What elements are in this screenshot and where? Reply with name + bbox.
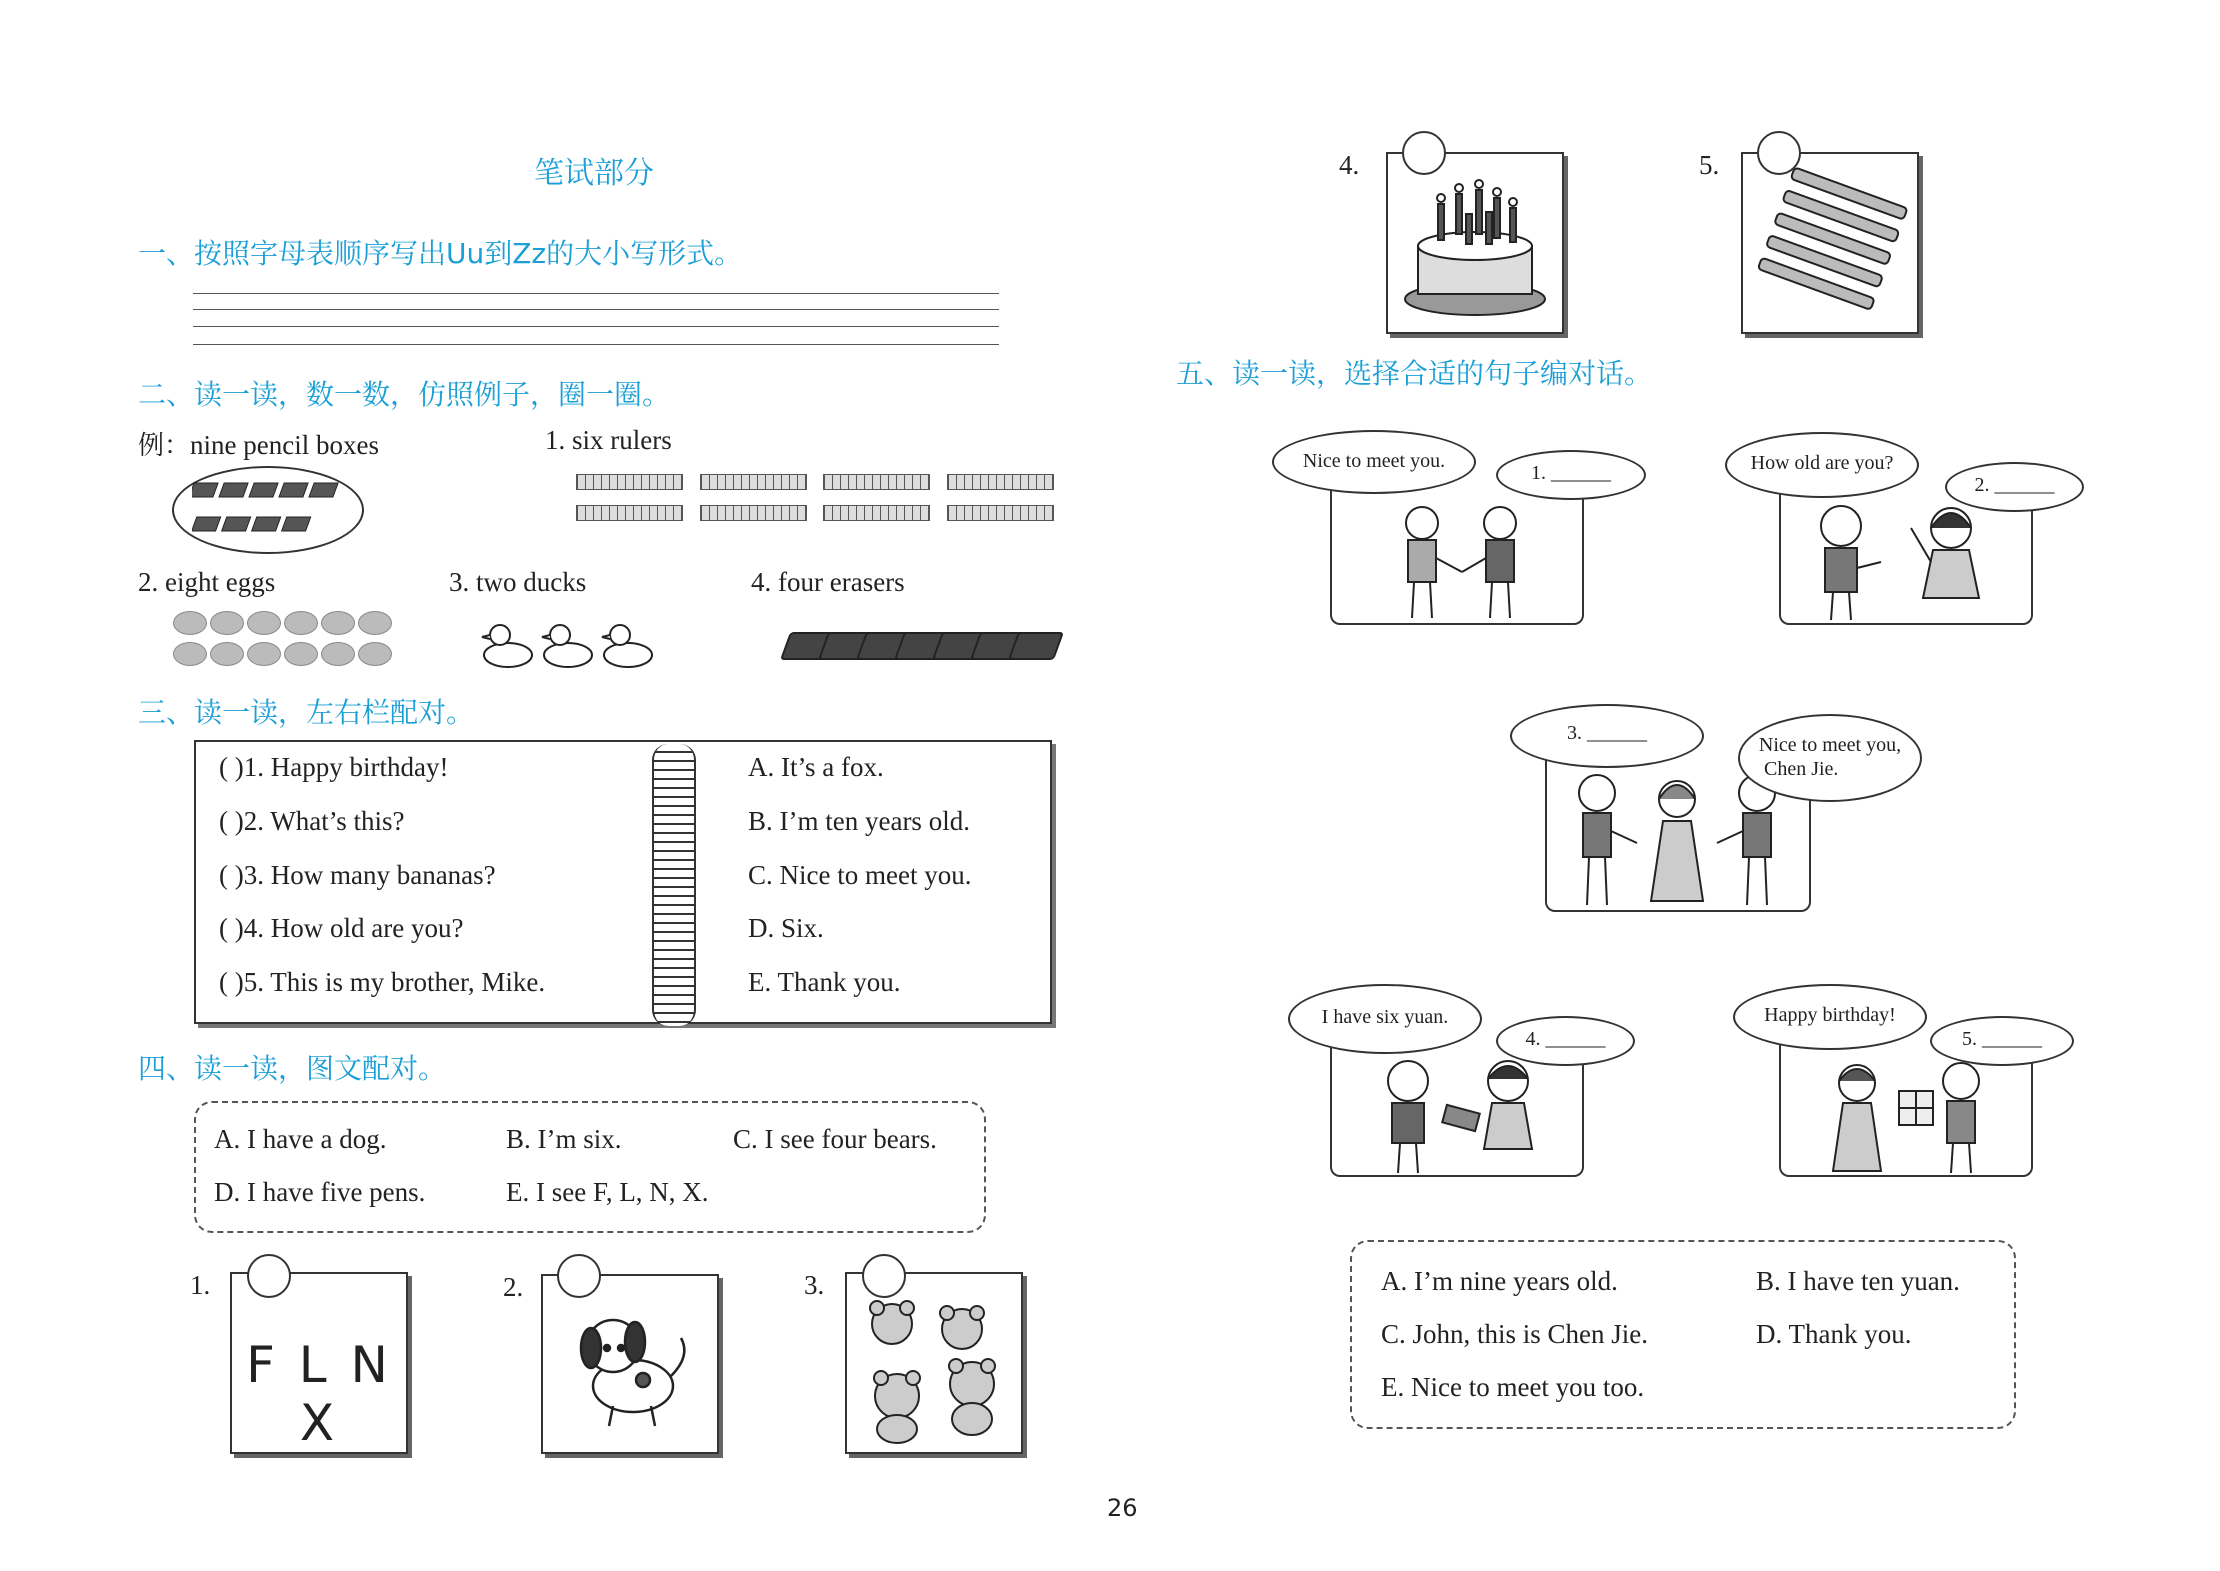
page-number: 26 <box>1107 1494 1138 1522</box>
item-six-rulers: 1. six rulers <box>545 425 672 455</box>
match-right-d: D. Six. <box>748 913 824 943</box>
ruler <box>823 474 930 490</box>
egg <box>284 642 318 666</box>
writing-line <box>193 344 999 345</box>
example-prefix: 例： <box>138 431 191 461</box>
egg <box>247 611 281 635</box>
pin-icon <box>1757 131 1801 175</box>
cake-picture <box>1386 152 1564 334</box>
egg <box>210 611 244 635</box>
section4-options-box <box>194 1101 986 1233</box>
ruler <box>576 474 683 490</box>
item-two-ducks: 3. two ducks <box>449 567 587 597</box>
match-left-1[interactable]: ( )1. Happy birthday! <box>219 752 449 782</box>
dog-picture <box>541 1274 719 1454</box>
speech-bubble <box>1272 430 1476 494</box>
pin-icon <box>862 1254 906 1298</box>
pic-label-5: 5. <box>1699 150 1720 180</box>
egg <box>173 611 207 635</box>
section3-title: 三、读一读，左右栏配对。 <box>138 696 475 729</box>
egg <box>358 642 392 666</box>
s5-option-c: C. John, this is Chen Jie. <box>1381 1319 1649 1349</box>
bubble-text: Happy birthday! <box>1764 1004 1896 1026</box>
bubble-text: Nice to meet you. <box>1302 450 1446 472</box>
s5-option-a: A. I’m nine years old. <box>1381 1266 1618 1296</box>
speech-bubble <box>1738 714 1922 802</box>
s4-option-b: B. I’m six. <box>506 1124 622 1154</box>
example-label <box>138 425 379 462</box>
match-right-c: C. Nice to meet you. <box>748 860 972 890</box>
speech-bubble <box>1725 432 1919 498</box>
section4-title: 四、读一读，图文配对。 <box>138 1052 447 1085</box>
s5-option-b: B. I have ten yuan. <box>1756 1266 1960 1296</box>
ruler <box>823 505 930 521</box>
section1-title: 一、按照字母表顺序写出Uu到Zz的大小写形式。 <box>138 237 743 270</box>
bubble-answer-5: 5. ______ <box>1962 1028 2042 1050</box>
egg <box>173 642 207 666</box>
letters-card <box>230 1272 408 1454</box>
bubble-text: How old are you? <box>1750 452 1894 474</box>
ruler <box>576 505 683 521</box>
speech-bubble[interactable] <box>1945 462 2084 512</box>
egg <box>321 611 355 635</box>
pencil-boxes-picture <box>192 475 352 550</box>
s4-option-e: E. I see F, L, N, X. <box>506 1177 709 1207</box>
egg <box>247 642 281 666</box>
egg <box>284 611 318 635</box>
speech-bubble <box>1733 984 1927 1050</box>
letters-card-text: F L N X <box>246 1336 392 1452</box>
example-text: nine pencil boxes <box>190 430 379 460</box>
match-left-4[interactable]: ( )4. How old are you? <box>219 913 464 943</box>
speech-bubble[interactable] <box>1510 704 1704 768</box>
item-eight-eggs: 2. eight eggs <box>138 567 276 597</box>
pic-label-1: 1. <box>190 1270 211 1300</box>
bubble-answer-4: 4. ______ <box>1525 1028 1606 1050</box>
egg <box>321 642 355 666</box>
writing-line <box>193 326 999 327</box>
bubble-text: Chen Jie. <box>1764 758 1839 780</box>
notebook-spiral <box>652 744 696 1026</box>
bubble-text: I have six yuan. <box>1321 1006 1449 1028</box>
bubble-answer-2: 2. ______ <box>1974 474 2055 496</box>
egg <box>358 611 392 635</box>
egg <box>210 642 244 666</box>
scene-1 <box>1330 488 1584 625</box>
pic-label-4: 4. <box>1339 150 1360 180</box>
item-four-erasers: 4. four erasers <box>751 567 905 597</box>
s4-option-a: A. I have a dog. <box>214 1124 387 1154</box>
bubble-answer-3: 3. ______ <box>1567 722 1647 744</box>
match-left-5[interactable]: ( )5. This is my brother, Mike. <box>219 967 546 997</box>
writing-line <box>193 293 999 294</box>
speech-bubble[interactable] <box>1496 1016 1635 1066</box>
match-right-b: B. I’m ten years old. <box>748 806 970 836</box>
pens-picture <box>1741 152 1919 334</box>
ruler <box>947 474 1054 490</box>
match-right-e: E. Thank you. <box>748 967 901 997</box>
pin-icon <box>557 1254 601 1298</box>
pin-icon <box>247 1254 291 1298</box>
bears-picture <box>845 1272 1023 1454</box>
ducks-picture <box>478 613 658 678</box>
pin-icon <box>1402 131 1446 175</box>
eraser <box>1008 632 1064 660</box>
speech-bubble[interactable] <box>1496 450 1646 500</box>
s4-option-c: C. I see four bears. <box>733 1124 937 1154</box>
section2-title: 二、读一读，数一数，仿照例子，圈一圈。 <box>138 378 671 411</box>
match-right-a: A. It’s a fox. <box>748 752 884 782</box>
ruler <box>700 505 807 521</box>
match-left-3[interactable]: ( )3. How many bananas? <box>219 860 496 890</box>
page-title: 笔试部分 <box>534 156 654 191</box>
writing-line <box>193 309 999 310</box>
ruler <box>700 474 807 490</box>
section5-title: 五、读一读，选择合适的句子编对话。 <box>1176 357 1653 390</box>
s5-option-d: D. Thank you. <box>1756 1319 1912 1349</box>
ruler <box>947 505 1054 521</box>
match-left-2[interactable]: ( )2. What’s this? <box>219 806 405 836</box>
s4-option-d: D. I have five pens. <box>214 1177 426 1207</box>
speech-bubble[interactable] <box>1930 1016 2074 1066</box>
pic-label-3: 3. <box>804 1270 825 1300</box>
pic-label-2: 2. <box>503 1272 524 1302</box>
bubble-answer-1: 1. ______ <box>1531 462 1611 484</box>
s5-option-e: E. Nice to meet you too. <box>1381 1372 1645 1402</box>
speech-bubble <box>1288 984 1482 1054</box>
bubble-text: Nice to meet you, <box>1758 734 1902 756</box>
